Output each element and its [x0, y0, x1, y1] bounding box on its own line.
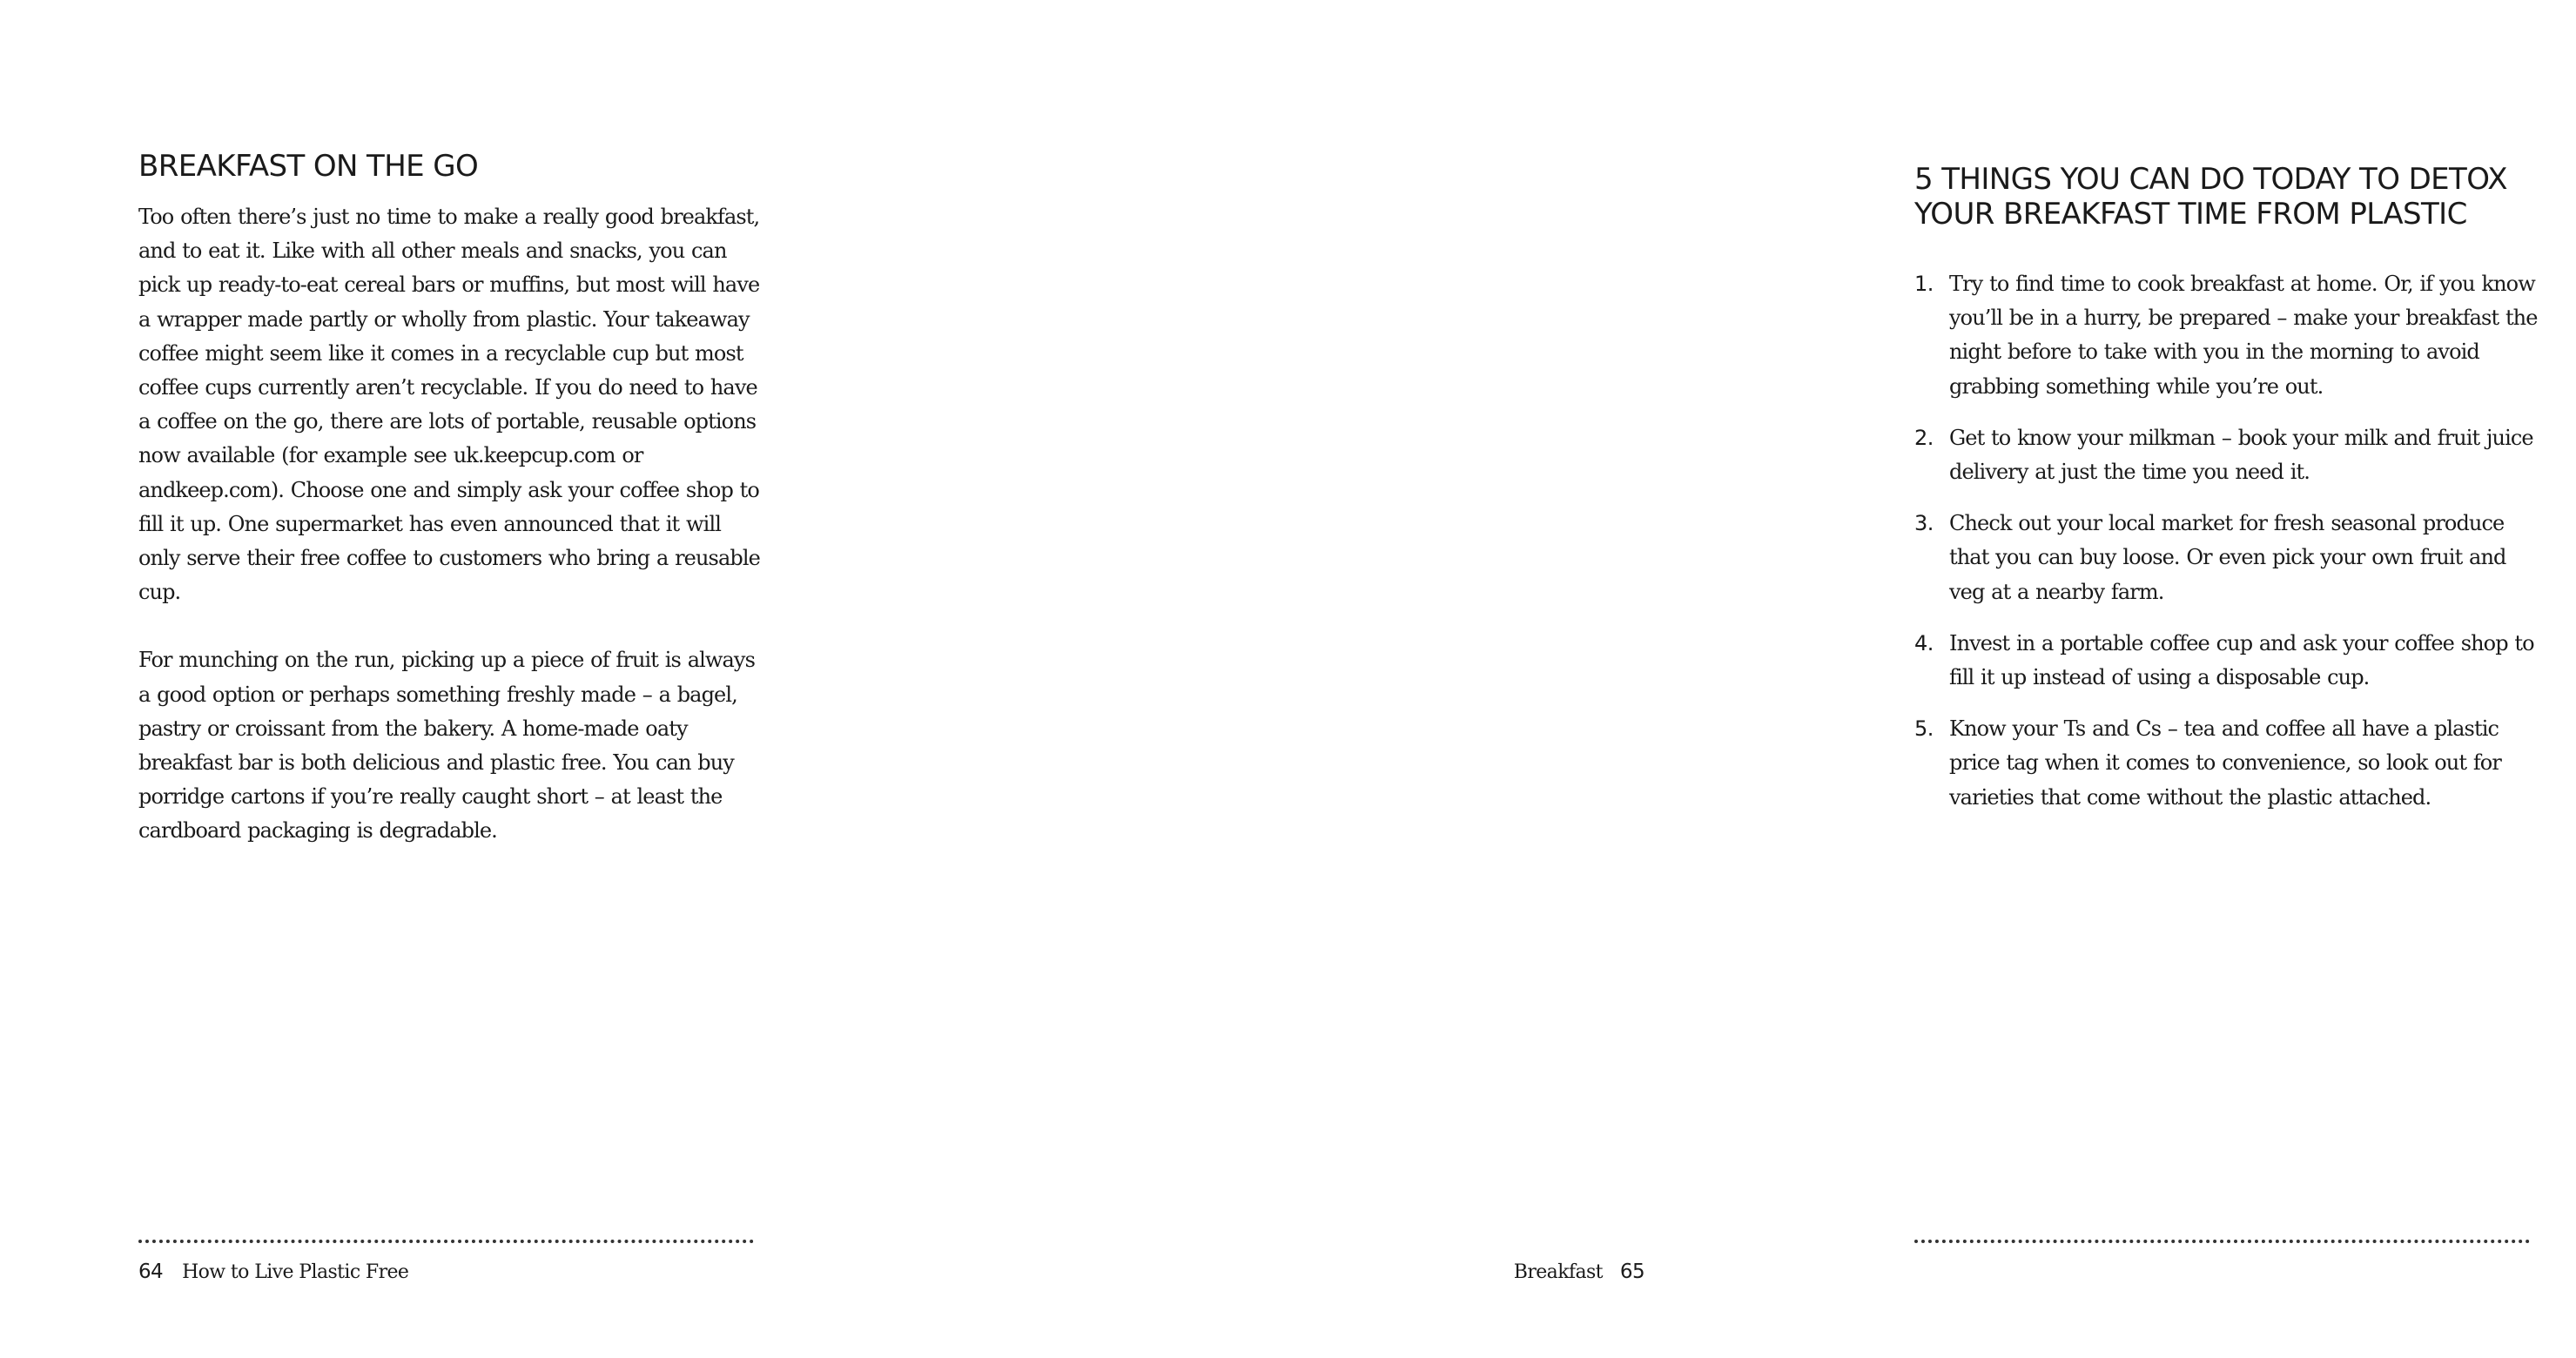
paragraph: Too often there’s just no time to make a really good breakfast, and to eat it. Like with all other meals and snacks, you can pick up ready-to-eat cereal bars or muffins, but most will have a wrapper made partly or wholly from plastic. Your takeaway coffee might seem like it comes in a recyclable cup but most coffee cups currently aren’t recyclable. If you do need to have a coffee on the go, there are lots of portable, reusable options now available (for example see uk.keepcup.com or andkeep.com). Choose one and simply ask your coffee shop to fill it up. One supermarket has even announced that it will only serve their free coffee to customers who bring a reusable cup. — [138, 205, 760, 605]
list-number: 2. — [1914, 425, 1934, 450]
list-text: Check out your local market for fresh seasonal produce that you can buy loose. Or even pick your own fruit and veg at a nearby farm. — [1949, 511, 2506, 604]
list-item — [1914, 627, 2541, 695]
heading-line: 5 THINGS YOU CAN DO TODAY TO DETOX — [1914, 162, 2507, 197]
body-text — [138, 200, 765, 883]
page-footer — [1514, 1259, 1644, 1286]
list-text: Try to find time to cook breakfast at home. Or, if you know you’ll be in a hurry, be prepared – make your breakfast the night before to take with you in the morning to avoid grabbing something while you’re out. — [1949, 272, 2538, 399]
footer-divider — [138, 1240, 754, 1243]
list-text: Get to know your milkman – book your milk and fruit juice delivery at just the time you need it. — [1949, 425, 2533, 485]
left-page — [0, 0, 884, 1358]
list-item — [1914, 712, 2541, 815]
page-footer — [138, 1259, 408, 1286]
paragraph: For munching on the run, picking up a piece of fruit is always a good option or perhaps something freshly made – a bagel, pastry or croissant from the bakery. A home-made oaty breakfast bar is both delicious and plastic free. You can buy porridge cartons if you’re really caught short – at least the cardboard packaging is degradable. — [138, 648, 756, 844]
section-heading — [1914, 162, 2576, 232]
right-page — [884, 0, 2538, 1358]
numbered-list — [1914, 267, 2541, 832]
running-title: Breakfast — [1513, 1261, 1603, 1283]
list-text: Invest in a portable coffee cup and ask your coffee shop to fill it up instead of using a disposable cup. — [1949, 630, 2534, 690]
list-item — [1914, 267, 2541, 404]
page-number: 64 — [138, 1261, 164, 1283]
list-item — [1914, 507, 2541, 609]
list-number: 4. — [1914, 630, 1934, 655]
list-text: Know your Ts and Cs – tea and coffee all have a plastic price tag when it comes to convenience, so look out for varieties that come without the plastic attached. — [1949, 716, 2501, 810]
page-number: 65 — [1619, 1261, 1644, 1283]
list-number: 3. — [1914, 511, 1934, 536]
list-item — [1914, 421, 2541, 489]
running-title: How to Live Plastic Free — [182, 1261, 409, 1283]
section-heading: BREAKFAST ON THE GO — [138, 149, 479, 184]
footer-divider — [1914, 1240, 2530, 1243]
heading-line: YOUR BREAKFAST TIME FROM PLASTIC — [1914, 197, 2467, 232]
list-number: 1. — [1914, 272, 1934, 296]
list-number: 5. — [1914, 716, 1934, 742]
